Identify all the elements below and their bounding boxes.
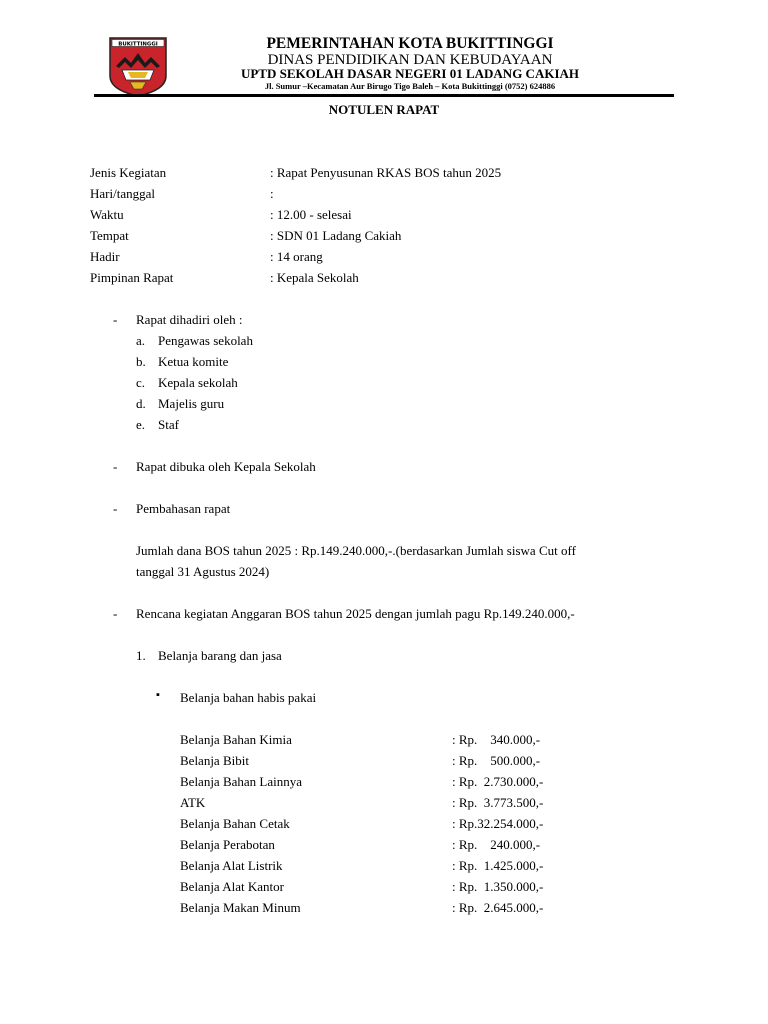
info-value-pimpinan-rapat: : Kepala Sekolah <box>270 270 359 285</box>
expense-item-amount: : Rp. 2.645.000,- <box>452 900 544 915</box>
info-value-tempat: : SDN 01 Ladang Cakiah <box>270 228 402 243</box>
expense-item-name: Belanja Bahan Cetak <box>180 816 290 831</box>
opening-bullet: - <box>113 459 118 474</box>
expense-item-amount: : Rp. 1.350.000,- <box>452 879 544 894</box>
square-bullet-icon: ▪ <box>156 689 160 701</box>
expense-item-name: ATK <box>180 795 206 810</box>
plan-section-title: Belanja barang dan jasa <box>158 648 282 663</box>
expense-item-name: Belanja Bibit <box>180 753 249 768</box>
info-value-waktu: : 12.00 - selesai <box>270 207 352 222</box>
attendance-item-mark: c. <box>136 375 146 390</box>
info-value-hadir: : 14 orang <box>270 249 323 264</box>
discussion-heading: Pembahasan rapat <box>136 501 231 516</box>
attendance-item-kepala-sekolah: Kepala sekolah <box>158 375 238 390</box>
expense-item-name: Belanja Alat Listrik <box>180 858 283 873</box>
plan-bullet: - <box>113 606 118 621</box>
opening-text: Rapat dibuka oleh Kepala Sekolah <box>136 459 316 474</box>
document-title: NOTULEN RAPAT <box>328 102 440 117</box>
expense-item-amount: : Rp. 1.425.000,- <box>452 858 544 873</box>
info-label-jenis-kegiatan: Jenis Kegiatan <box>90 165 167 180</box>
info-value-hari-tanggal: : <box>270 186 274 201</box>
expense-item-name: Belanja Makan Minum <box>180 900 301 915</box>
info-label-hari-tanggal: Hari/tanggal <box>90 186 155 201</box>
expense-item-amount: : Rp. 3.773.500,- <box>452 795 544 810</box>
info-label-pimpinan-rapat: Pimpinan Rapat <box>90 270 174 285</box>
expense-item-amount: : Rp.32.254.000,- <box>452 816 544 831</box>
expense-item-amount: : Rp. 2.730.000,- <box>452 774 544 789</box>
attendance-item-staf: Staf <box>158 417 179 432</box>
bukittinggi-emblem-logo <box>108 36 168 98</box>
discussion-bullet: - <box>113 501 118 516</box>
attendance-item-majelis-guru: Majelis guru <box>158 396 225 411</box>
discussion-line-1: Jumlah dana BOS tahun 2025 : Rp.149.240.000,-.(berdasarkan Jumlah siswa Cut off <box>136 543 576 558</box>
svg-text:BUKITTINGGI: BUKITTINGGI <box>118 41 158 48</box>
info-label-tempat: Tempat <box>90 228 129 243</box>
attendance-item-mark: e. <box>136 417 146 432</box>
info-value-jenis-kegiatan: : Rapat Penyusunan RKAS BOS tahun 2025 <box>270 165 502 180</box>
plan-section-number: 1. <box>136 648 146 663</box>
expense-item-amount: : Rp. 500.000,- <box>452 753 541 768</box>
info-label-waktu: Waktu <box>90 207 124 222</box>
plan-text: Rencana kegiatan Anggaran BOS tahun 2025 dengan jumlah pagu Rp.149.240.000,- <box>136 606 575 621</box>
info-label-hadir: Hadir <box>90 249 120 264</box>
expense-item-name: Belanja Perabotan <box>180 837 275 852</box>
expense-item-name: Belanja Alat Kantor <box>180 879 284 894</box>
letterhead-government-name: PEMERINTAHAN KOTA BUKITTINGGI <box>266 35 554 52</box>
attendance-bullet: - <box>113 312 118 327</box>
attendance-heading: Rapat dihadiri oleh : <box>136 312 243 327</box>
expense-item-amount: : Rp. 240.000,- <box>452 837 541 852</box>
discussion-line-2: tanggal 31 Agustus 2024) <box>136 564 270 579</box>
expense-item-amount: : Rp. 340.000,- <box>452 732 541 747</box>
expense-item-name: Belanja Bahan Kimia <box>180 732 292 747</box>
letterhead-divider <box>94 94 674 97</box>
attendance-item-pengawas: Pengawas sekolah <box>158 333 253 348</box>
attendance-item-mark: d. <box>136 396 146 411</box>
letterhead-address: Jl. Sumur –Kecamatan Aur Birugo Tigo Baleh – Kota Bukittinggi (0752) 624886 <box>264 81 556 91</box>
expense-item-name: Belanja Bahan Lainnya <box>180 774 303 789</box>
attendance-item-mark: b. <box>136 354 146 369</box>
attendance-item-mark: a. <box>136 333 146 348</box>
letterhead-department-name: DINAS PENDIDIKAN DAN KEBUDAYAAN <box>267 52 553 68</box>
letterhead-school-name: UPTD SEKOLAH DASAR NEGERI 01 LADANG CAKIAH <box>240 66 580 81</box>
plan-sub-title: Belanja bahan habis pakai <box>180 690 317 705</box>
attendance-item-komite: Ketua komite <box>158 354 229 369</box>
